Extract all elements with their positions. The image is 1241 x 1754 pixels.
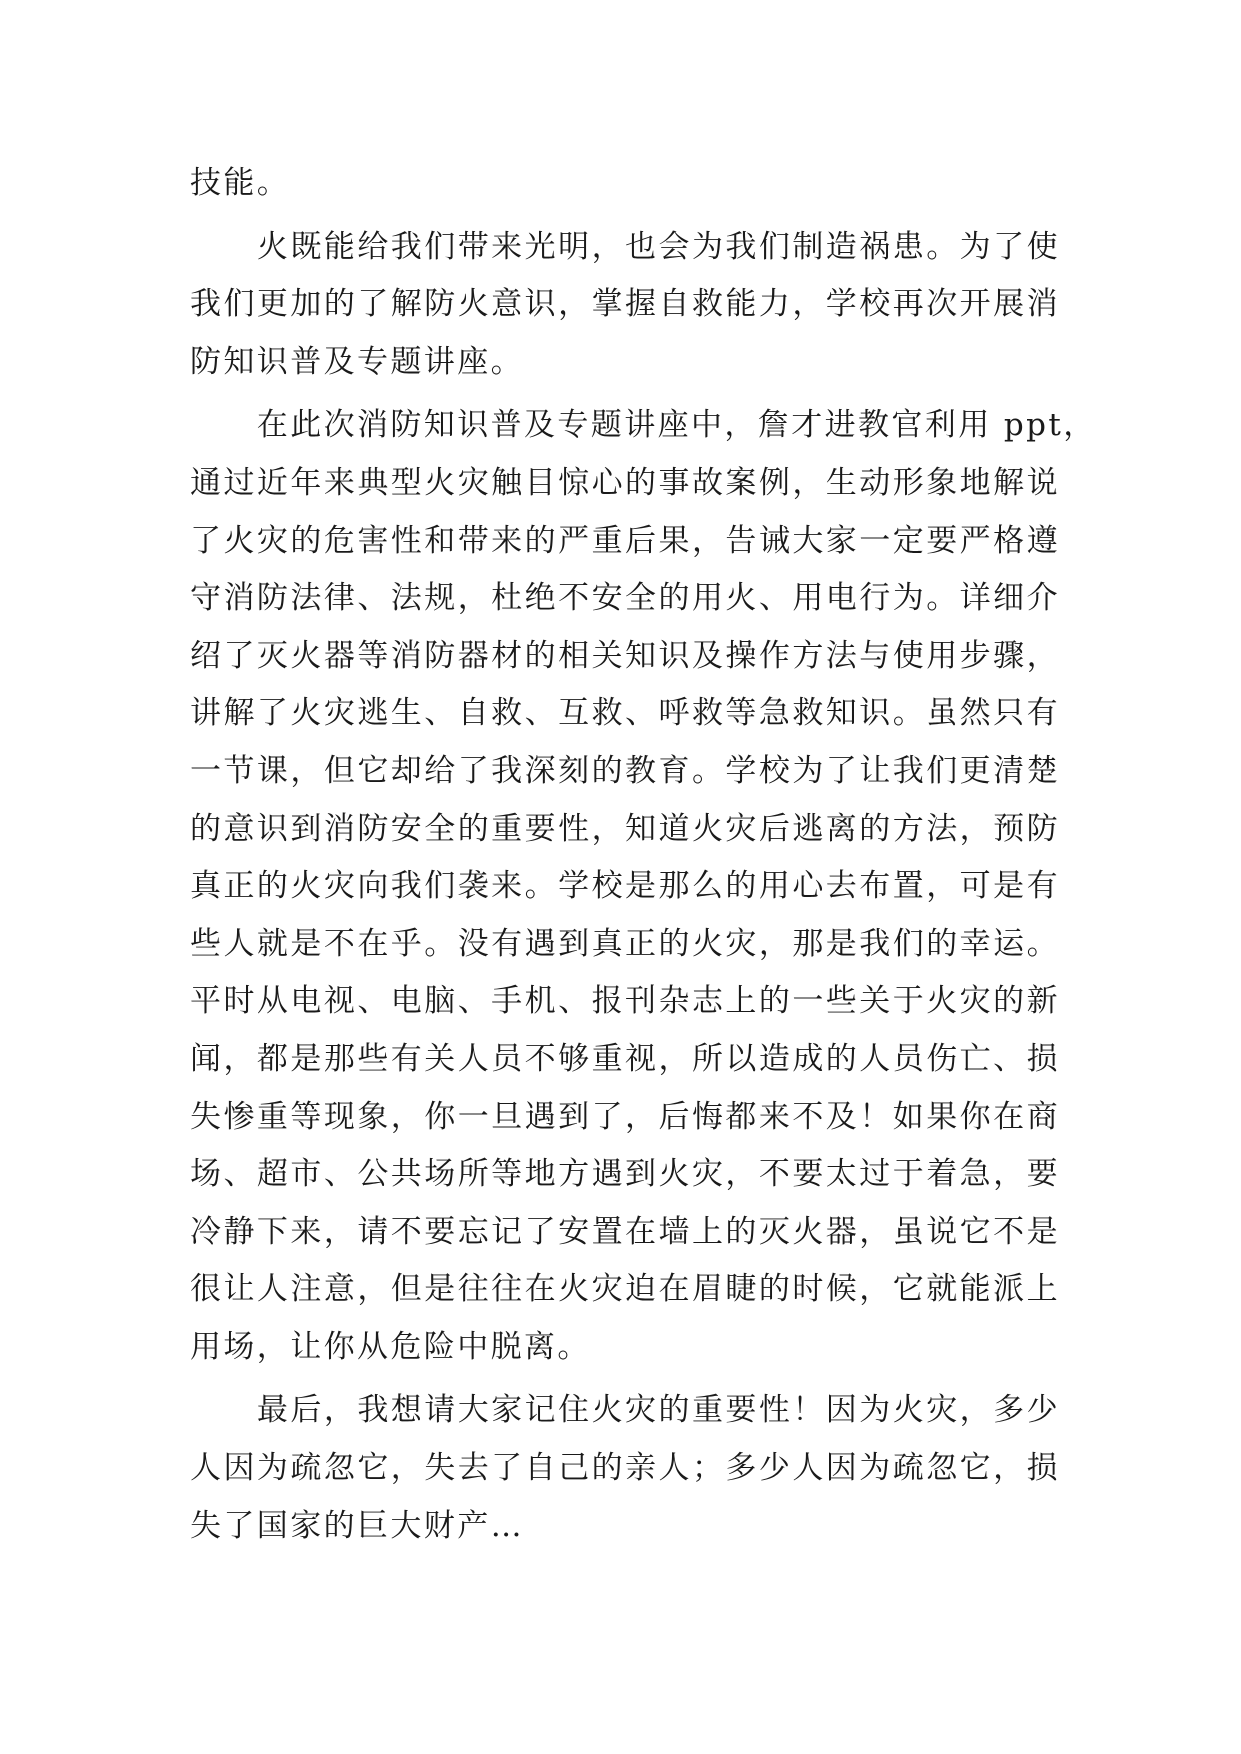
text-line: 我们更加的了解防火意识，掌握自救能力，学校再次开展消 xyxy=(190,286,1060,323)
text-line: 火既能给我们带来光明，也会为我们制造祸患。为了使 xyxy=(190,228,1060,265)
text-line: 平时从电视、电脑、手机、报刊杂志上的一些关于火灾的新 xyxy=(190,983,1060,1020)
text-line: 真正的火灾向我们袭来。学校是那么的用心去布置，可是有 xyxy=(190,868,1060,905)
text-line: 失惨重等现象，你一旦遇到了，后悔都来不及！如果你在商 xyxy=(190,1098,1060,1135)
document-body xyxy=(190,155,1097,1555)
text-line: 在此次消防知识普及专题讲座中，詹才进教官利用 ppt， xyxy=(190,407,1097,444)
text-line: 讲解了火灾逃生、自救、互救、呼救等急救知识。虽然只有 xyxy=(190,695,1060,732)
text-line: 最后，我想请大家记住火灾的重要性！因为火灾，多少 xyxy=(190,1392,1060,1429)
text-line: 的意识到消防安全的重要性，知道火灾后逃离的方法，预防 xyxy=(190,810,1060,847)
text-line: 些人就是不在乎。没有遇到真正的火灾，那是我们的幸运。 xyxy=(190,925,1060,962)
text-line: 技能。 xyxy=(190,165,291,201)
text-line: 闻，都是那些有关人员不够重视，所以造成的人员伤亡、损 xyxy=(190,1040,1060,1077)
text-line: 了火灾的危害性和带来的严重后果，告诫大家一定要严格遵 xyxy=(190,522,1060,559)
text-line: 守消防法律、法规，杜绝不安全的用火、用电行为。详细介 xyxy=(190,580,1060,617)
text-line: 场、超市、公共场所等地方遇到火灾，不要太过于着急，要 xyxy=(190,1156,1060,1193)
paragraph-3 xyxy=(190,397,1097,1376)
text-line: 冷静下来，请不要忘记了安置在墙上的灭火器，虽说它不是 xyxy=(190,1213,1060,1250)
text-line: 防知识普及专题讲座。 xyxy=(190,343,524,380)
text-line: 人因为疏忽它，失去了自己的亲人；多少人因为疏忽它，损 xyxy=(190,1450,1060,1487)
text-line: 绍了灭火器等消防器材的相关知识及操作方法与使用步骤， xyxy=(190,637,1060,674)
text-line: 通过近年来典型火灾触目惊心的事故案例，生动形象地解说 xyxy=(190,464,1060,501)
text-line: 用场，让你从危险中脱离。 xyxy=(190,1328,591,1365)
paragraph-1 xyxy=(190,155,1060,213)
paragraph-2 xyxy=(190,219,1060,392)
paragraph-4 xyxy=(190,1382,1060,1555)
text-line: 失了国家的巨大财产… xyxy=(190,1507,524,1544)
text-line: 一节课，但它却给了我深刻的教育。学校为了让我们更清楚 xyxy=(190,752,1060,789)
text-line: 很让人注意，但是往往在火灾迫在眉睫的时候，它就能派上 xyxy=(190,1271,1060,1308)
